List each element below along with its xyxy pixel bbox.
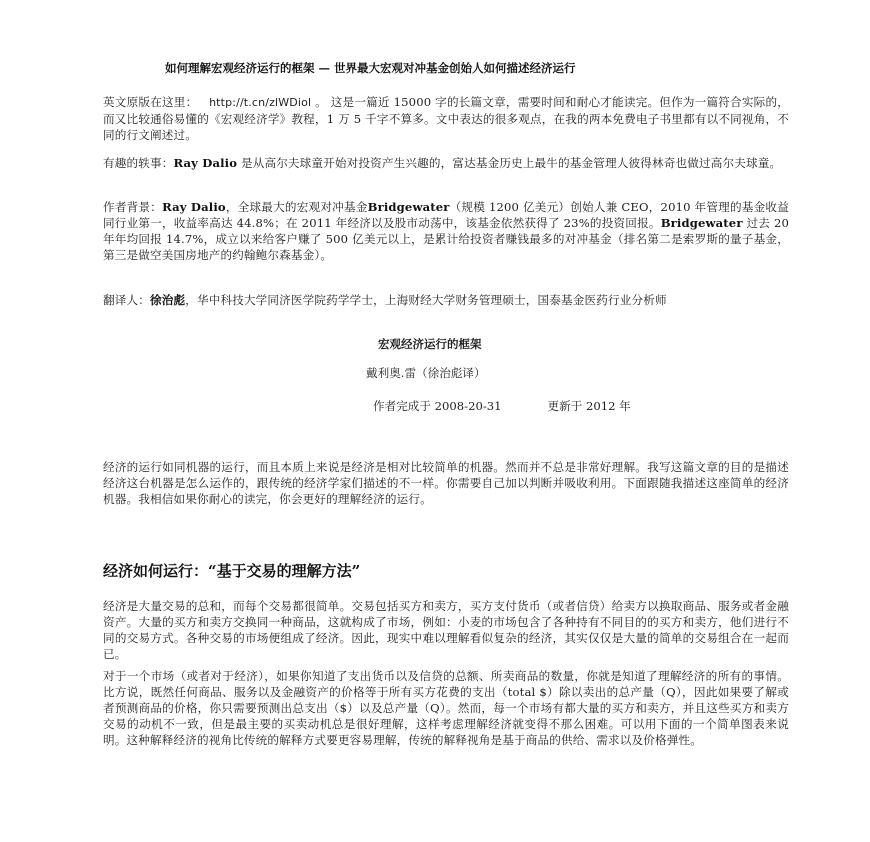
anecdote-text: 是从高尔夫球童开始对投资产生兴趣的，富达基金历史上最牛的基金管理人彼得林奇也做过高尔夫球童。	[237, 156, 782, 170]
section-paragraph-2: 对于一个市场（或者对于经济），如果你知道了支出货币以及信贷的总额、所卖商品的数量，你就是知道了理解经济的所有的事情。比方说，既然任何商品、服务以及金融资产的价格等于所有买方花费的支出（total $）除以卖出的总产量（Q），因此如果要了解或者预测商品的价格，你只需要预测出总支出（$）以及总产量（Q）。然而，每一个市场有都大量的买方和卖方，并且这些买方和卖方交易的动机不一致，但是最主要的买卖动机总是很好理解，这样考虑理解经济就变得不那么困难。可以用下面的一个简单图表来说明。这种解释经济的视角比传统的解释方式要更容易理解，传统的解释视角是基于商品的供给、需求以及价格弹性。	[103, 669, 789, 747]
translator-text: ，华中科技大学同济医学院药学学士，上海财经大学财务管理硕士，国泰基金医药行业分析师	[185, 293, 667, 307]
author-line: 戴利奥.雷（徐治彪译）	[366, 366, 486, 380]
translator-name: 徐治彪	[149, 293, 186, 307]
background-part3: 过去 20 年年均回报 14.7%，成立以来给客户赚了 500 亿美元以上，是累计给投资者赚钱最多的对冲基金（排名第二是索罗斯的量子基金，第三是做空美国房地产的约翰鲍尔森基金）。	[103, 216, 789, 262]
intro-suffix: 。 这是一篇近 15000 字的长篇文章，需要时间和耐心才能读完。但作为一篇符合实际的，而又比较通俗易懂的《宏观经济学》教程，1 万 5 千字不算多。文中表达的很多观点，在我的两本免费电子书里都有以不同视角，不同的行文阐述过。	[103, 95, 789, 142]
background-part1: ，全球最大的宏观对冲基金	[225, 200, 368, 214]
anecdote-paragraph	[103, 155, 789, 171]
background-paragraph	[103, 199, 789, 263]
section-heading: 经济如何运行：“基于交易的理解方法”	[103, 562, 361, 580]
background-part2: （规模 1200 亿美元）创始人兼 CEO，2010 年管理的基金收益同行业第一，收益率高达 44.8%；在 2011 年经济以及股市动荡中，该基金依然获得了 23%的投资回报。	[103, 200, 789, 230]
intro-paragraph	[103, 94, 789, 143]
opening-paragraph: 经济的运行如同机器的运行，而且本质上来说是经济是相对比较简单的机器。然而并不总是非常好理解。我写这篇文章的目的是描述经济这台机器是怎么运作的，跟传统的经济学家们描述的不一样。你需要自己加以判断并吸收利用。下面跟随我描述这座简单的经济机器。我相信如果你耐心的读完，你会更好的理解经济的运行。	[103, 460, 789, 506]
background-fund2: Bridgewater	[660, 216, 743, 230]
background-prefix: 作者背景：	[103, 200, 163, 214]
translator-paragraph	[103, 292, 789, 308]
subtitle: 宏观经济运行的框架	[378, 337, 482, 351]
translator-prefix: 翻译人：	[103, 293, 150, 307]
anecdote-prefix: 有趣的轶事：	[103, 156, 174, 170]
updated-date: 更新于 2012 年	[547, 399, 631, 413]
date-line	[373, 398, 631, 414]
completed-date: 作者完成于 2008-20-31	[373, 399, 502, 413]
intro-prefix: 英文原版在这里：	[103, 95, 198, 109]
background-fund: Bridgewater	[367, 200, 450, 214]
anecdote-name: Ray Dalio	[173, 156, 238, 170]
background-name: Ray Dalio	[162, 200, 226, 214]
source-link[interactable]: http://t.cn/zlWDiol	[209, 96, 312, 109]
document-title: 如何理解宏观经济运行的框架 — 世界最大宏观对冲基金创始人如何描述经济运行	[165, 61, 576, 75]
section-paragraph-1: 经济是大量交易的总和，而每个交易都很简单。交易包括买方和卖方，买方支付货币（或者信贷）给卖方以换取商品、服务或者金融资产。大量的买方和卖方交换同一种商品，这就构成了市场，例如：小麦的市场包含了各种持有不同目的的买方和卖方，他们进行不同的交易方式。各种交易的市场便组成了经济。因此，现实中难以理解看似复杂的经济，其实仅仅是大量的简单的交易组合在一起而已。	[103, 599, 789, 661]
